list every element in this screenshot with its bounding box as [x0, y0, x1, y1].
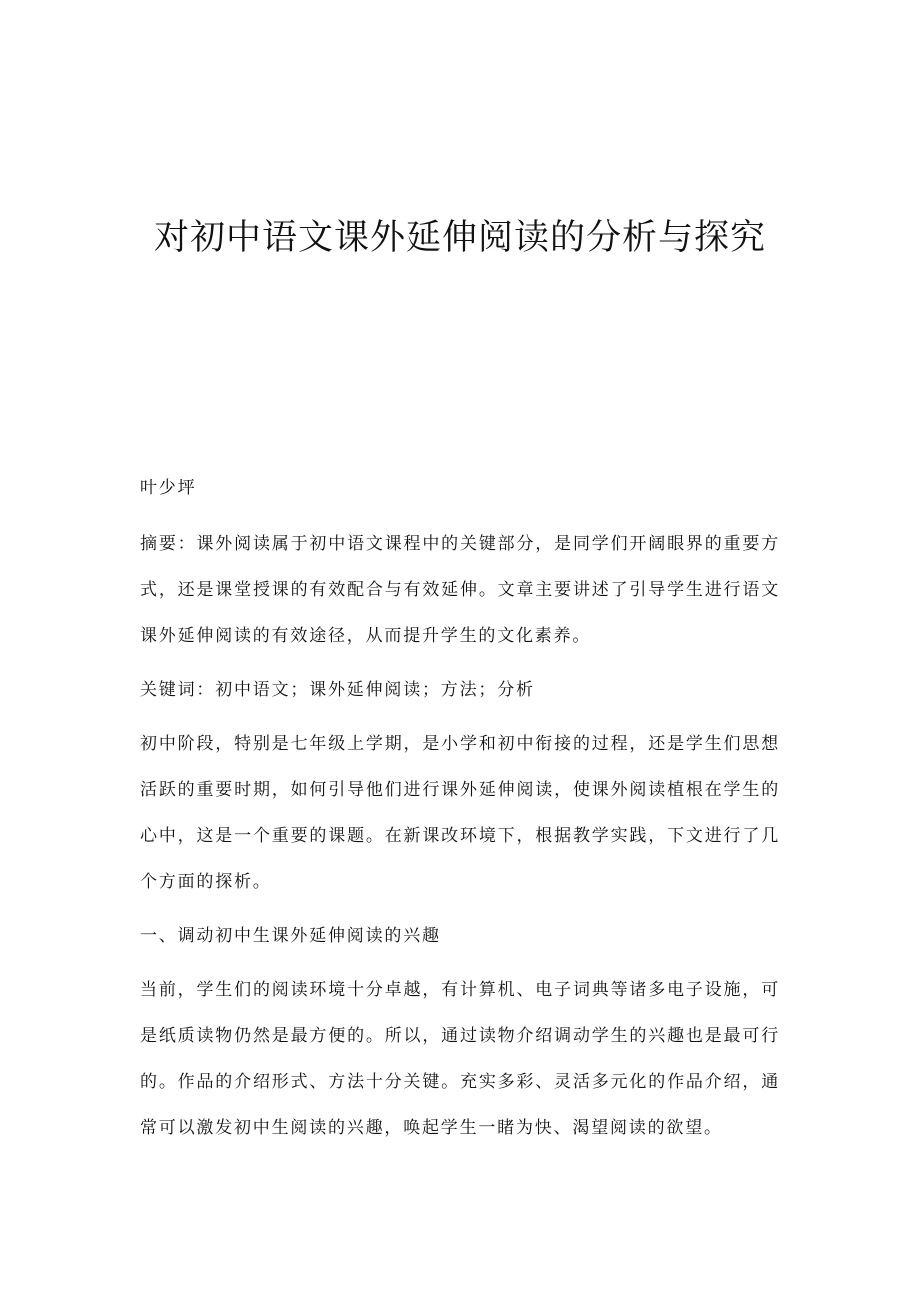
section-heading: 一、调动初中生课外延伸阅读的兴趣	[140, 926, 441, 946]
document-title: 对初中语文课外延伸阅读的分析与探究	[153, 218, 766, 258]
intro-paragraph: 初中阶段，特别是七年级上学期，是小学和初中衔接的过程，还是学生们思想活跃的重要时期，如何引导他们进行课外延伸阅读，使课外阅读植根在学生的心中，这是一个重要的课题。在新课改环境下，根据教学实践，下文进行了几个方面的探析。	[140, 734, 780, 892]
document-body	[140, 465, 780, 1159]
section-paragraph: 当前，学生们的阅读环境十分卓越，有计算机、电子词典等诸多电子设施，可是纸质读物仍然是最方便的。所以，通过读物介绍调动学生的兴趣也是最可行的。作品的介绍形式、方法十分关键。充实多彩、灵活多元化的作品介绍，通常可以激发初中生阅读的兴趣，唤起学生一睹为快、渴望阅读的欲望。	[140, 980, 780, 1138]
abstract-paragraph: 摘要：课外阅读属于初中语文课程中的关键部分，是同学们开阔眼界的重要方式，还是课堂授课的有效配合与有效延伸。文章主要讲述了引导学生进行语文课外延伸阅读的有效途径，从而提升学生的文化素养。	[140, 534, 780, 646]
author-name: 叶少坪	[140, 478, 197, 498]
keywords-paragraph: 关键词：初中语文；课外延伸阅读；方法；分析	[140, 680, 535, 700]
